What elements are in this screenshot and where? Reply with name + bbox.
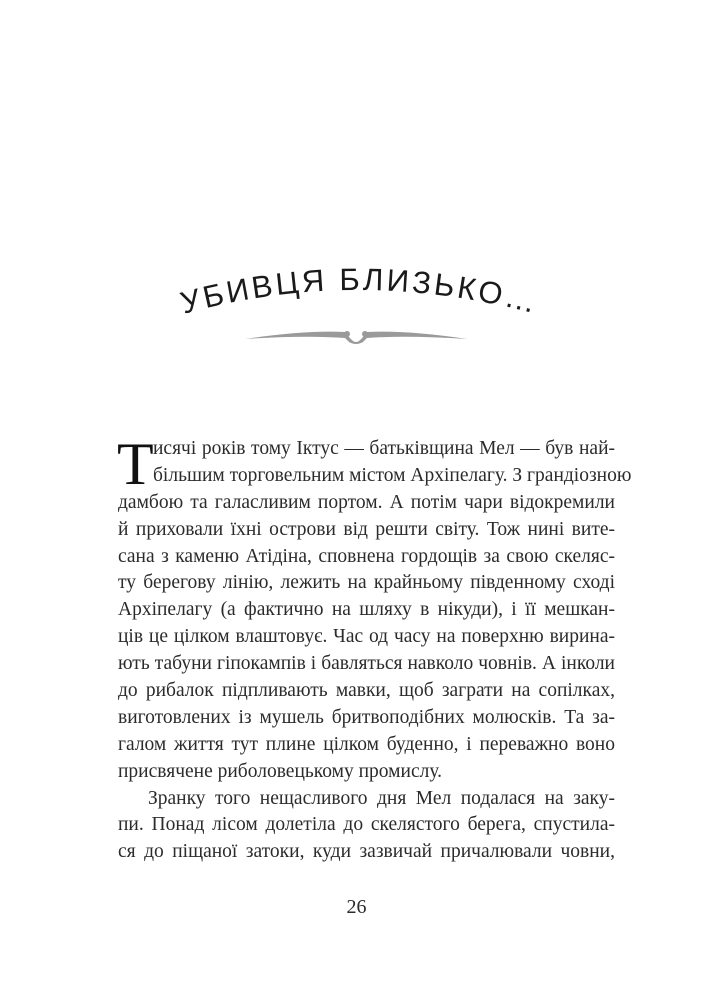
text-line: Архіпелагу (а фактично на шляху в нікуди), і її мешкан- — [118, 599, 615, 621]
text-line: исячі років тому Іктус — батьківщина Мел — був най- — [153, 438, 615, 459]
chapter-title-text: УБИВЦЯ БЛИЗЬКО… — [176, 261, 543, 321]
ornament-divider — [245, 326, 467, 350]
svg-text:УБИВЦЯ БЛИЗЬКО… — [177, 262, 543, 321]
text-line: до рибалок підпливають мавки, щоб заграти на сопілках, — [118, 680, 615, 702]
text-line: сана з каменю Атідіна, сповнена гордощів за свою скеляс- — [118, 545, 615, 567]
body-text — [117, 431, 632, 866]
text-line: виготовлених із мушель бритвоподібних молюсків. Та за- — [118, 706, 615, 728]
text-line: ців це цілком влаштовує. Час од часу на поверхню вирина- — [118, 626, 615, 648]
drop-cap: Т — [117, 431, 154, 497]
text-line: дамбою та галасливим портом. А потім чари відокремили — [118, 491, 615, 513]
text-line: більшим торговельним містом Архіпелагу. З грандіозною — [153, 464, 632, 486]
text-line: ту берегову лінію, лежить на крайньому південному сході — [118, 572, 615, 594]
text-line: Зранку того нещасливого дня Мел подалася на заку- — [148, 787, 615, 809]
text-line: ють табуни гіпокампів і бавляться навколо човнів. А інколи — [118, 653, 615, 675]
text-line: пи. Понад лісом долетіла до скелястого берега, спустила- — [118, 814, 615, 836]
text-line: галом життя тут плине цілком буденно, і переважно воно — [118, 733, 615, 755]
text-line: присвячене риболовецькому промислу. — [118, 760, 443, 782]
text-line: ся до піщаної затоки, куди зазвичай причалювали човни, — [118, 841, 615, 863]
page-number: 26 — [346, 896, 367, 918]
text-line: й приховали їхні острови від решти світу. Тож нині вите- — [118, 518, 615, 540]
